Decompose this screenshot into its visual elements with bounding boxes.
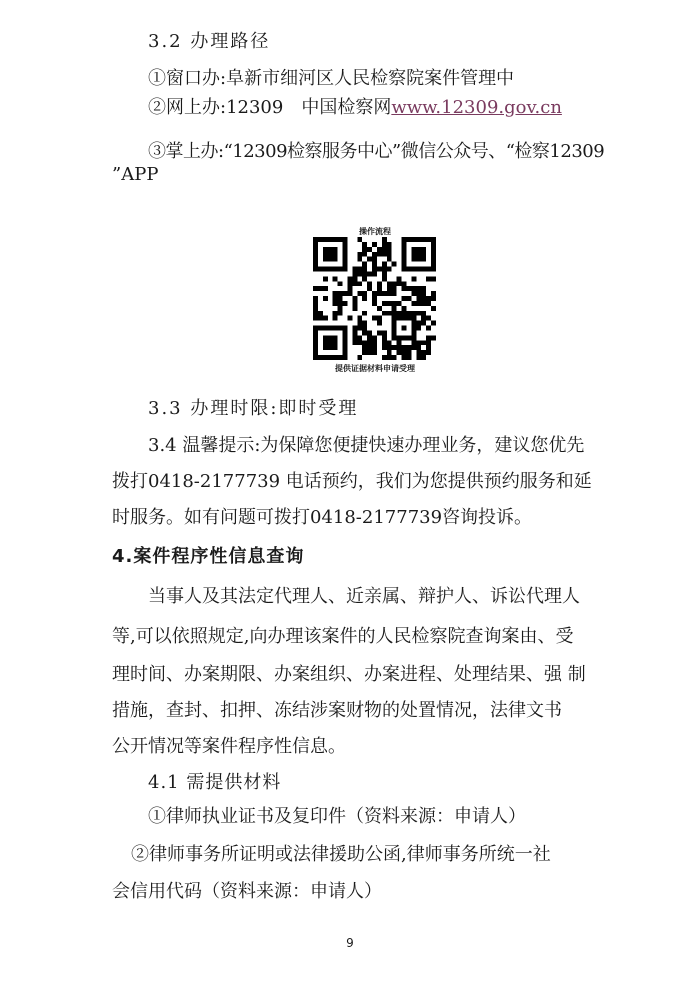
section-3-3: 3.3 办理时限:即时受理: [148, 398, 359, 419]
materials-item-1: ①律师执业证书及复印件（资料来源：申请人）: [148, 806, 526, 827]
section-3-4-line2: 拨打0418-2177739 电话预约，我们为您提供预约服务和延: [112, 471, 592, 492]
materials-item-2-line2: 会信用代码（资料来源：申请人）: [112, 881, 382, 902]
section-3-4-line1: 3.4 温馨提示:为保障您便捷快速办理业务，建议您优先: [148, 435, 585, 456]
qr-code-image[interactable]: [313, 237, 436, 360]
page-number: 9: [346, 936, 354, 950]
section-4-para-line4: 措施，查封、扣押、冻结涉案财物的处置情况，法律文书: [112, 700, 562, 721]
channel-mobile-item: ③掌上办:“12309检察服务中心”微信公众号、“检察12309: [148, 141, 605, 162]
section-3-2-heading: 3.2 办理路径: [148, 31, 271, 52]
website-link[interactable]: www.12309.gov.cn: [391, 97, 562, 118]
materials-item-2-line1: ②律师事务所证明或法律援助公函,律师事务所统一社: [131, 844, 551, 865]
section-4-para-line5: 公开情况等案件程序性信息。: [112, 736, 346, 757]
qr-title: 操作流程: [359, 227, 391, 236]
section-4-1-heading: 4.1 需提供材料: [148, 772, 282, 793]
channel-mobile-item-cont: ”APP: [112, 164, 159, 185]
section-4-para-line3: 理时间、办案期限、办案组织、办案进程、处理结果、强 制: [112, 664, 586, 685]
channel-online-item: [148, 96, 562, 120]
section-4-para-line2: 等,可以依照规定,向办理该案件的人民检察院查询案由、受: [112, 626, 574, 647]
section-3-4-line3: 时服务。如有问题可拨打0418-2177739咨询投诉。: [112, 507, 533, 528]
channel-window-item: ①窗口办:阜新市细河区人民检察院案件管理中: [148, 68, 515, 89]
qr-caption: 提供证据材料申请受理: [335, 364, 415, 373]
section-4-para-line1: 当事人及其法定代理人、近亲属、辩护人、诉讼代理人: [148, 586, 580, 607]
channel-online-label: ②网上办:12309 中国检察网: [148, 97, 392, 118]
section-4-heading: 4.案件程序性信息查询: [112, 546, 305, 567]
